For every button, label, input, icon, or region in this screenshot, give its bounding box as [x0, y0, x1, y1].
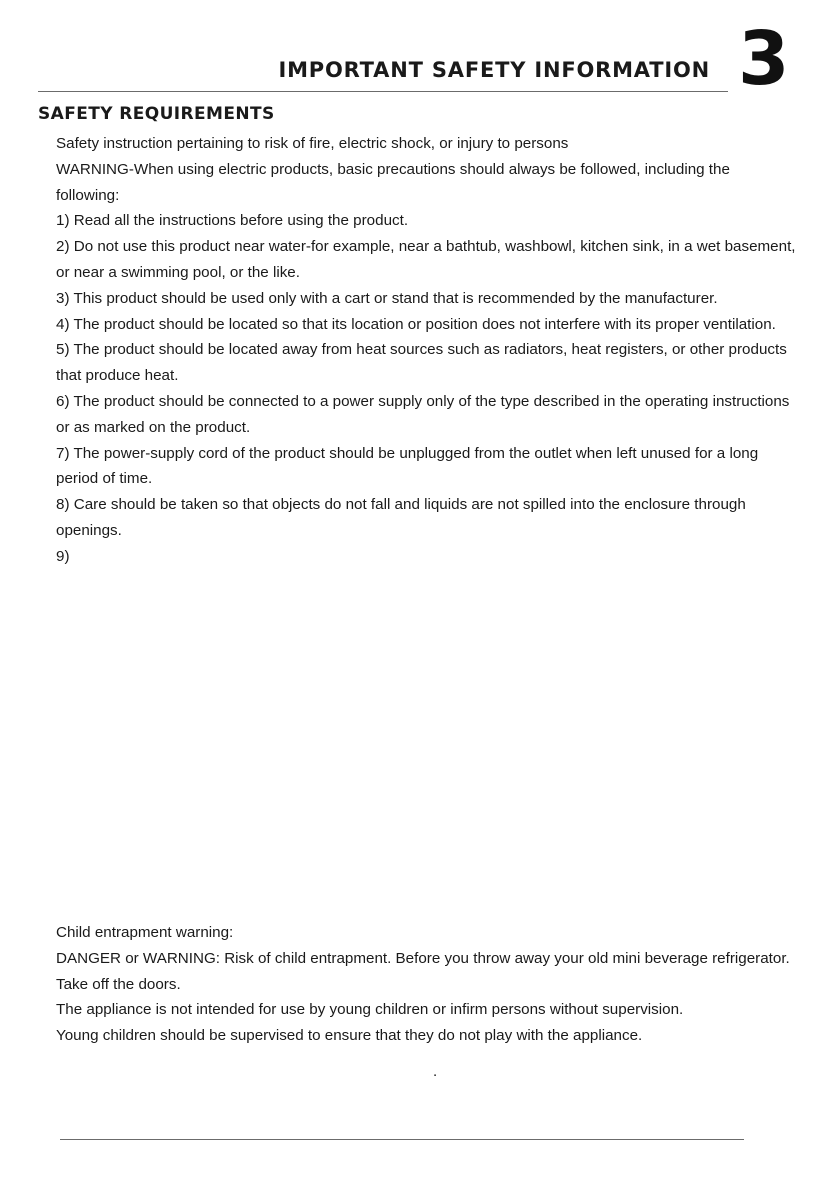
warning-text: WARNING-When using electric products, basic precautions should always be followed, including the following:	[56, 160, 730, 204]
stray-dot: .	[433, 1063, 438, 1080]
child-warning-supervision: The appliance is not intended for use by young children or infirm persons without supervision.	[56, 1001, 684, 1019]
safety-instructions	[56, 131, 796, 570]
list-item: 9)	[56, 547, 70, 565]
page-title: IMPORTANT SAFETY INFORMATION	[278, 58, 710, 82]
list-item: 5) The product should be located away from heat sources such as radiators, heat registers, or other products that produce heat.	[56, 341, 787, 385]
list-item: 1) Read all the instructions before using the product.	[56, 212, 409, 230]
list-item: 8) Care should be taken so that objects do not fall and liquids are not spilled into the enclosure through openings.	[56, 496, 746, 539]
list-item: 4) The product should be located so that its location or position does not interfere with its proper ventilation.	[56, 315, 776, 333]
list-item: 6) The product should be connected to a power supply only of the type described in the operating instructions or as marked on the product.	[56, 392, 790, 436]
child-warning-title: Child entrapment warning:	[56, 924, 234, 941]
list-item: 7) The power-supply cord of the product should be unplugged from the outlet when left unused for a long period of time.	[56, 444, 759, 488]
list-item: 3) This product should be used only with a cart or stand that is recommended by the manufacturer.	[56, 289, 718, 307]
child-warning-danger: DANGER or WARNING: Risk of child entrapment. Before you throw away your old mini beverage refrigerator. Take off the doors.	[56, 949, 790, 993]
section-heading: SAFETY REQUIREMENTS	[38, 104, 275, 124]
child-entrapment-warning	[56, 920, 796, 1049]
intro-text: Safety instruction pertaining to risk of fire, electric shock, or injury to persons	[56, 135, 569, 152]
child-warning-supervision: Young children should be supervised to ensure that they do not play with the appliance.	[56, 1027, 643, 1045]
page-number: 3	[738, 16, 788, 102]
footer-divider	[60, 1139, 744, 1140]
list-item: 2) Do not use this product near water-for example, near a bathtub, washbowl, kitchen sink, in a wet basement, or near a swimming pool, or the like.	[56, 238, 796, 281]
header-divider	[38, 91, 728, 92]
